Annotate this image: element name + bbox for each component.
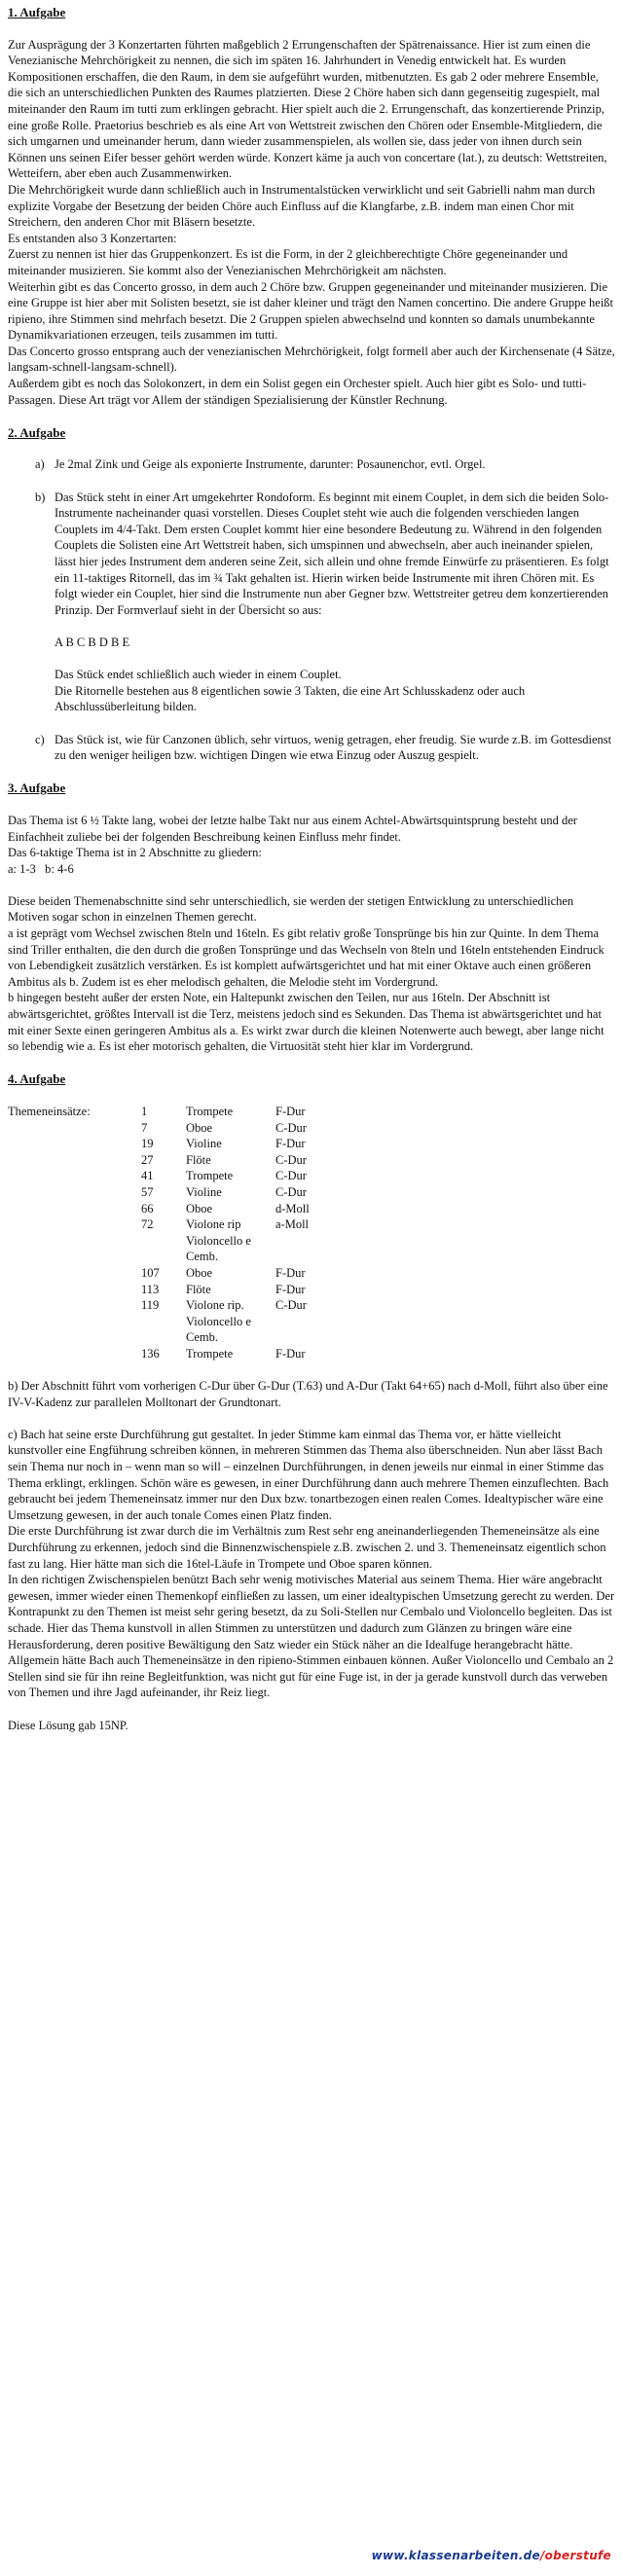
paragraph: Allgemein hätte Bach auch Themeneinsätze in den ripieno-Stimmen einbauen können. Außer Violoncello und Cembalo an 2 Stellen sind sie für ihn reine Begleitfunktion, was nicht gut für eine Fuge ist, in der ja gerade kunstvoll durch das verweben von Themen und ihre Jagd aufeinander, ihr Reiz liegt. bbox=[8, 1653, 614, 1700]
table-cell-empty bbox=[8, 1152, 141, 1169]
table-row bbox=[8, 1346, 344, 1362]
table-cell-empty bbox=[8, 1216, 141, 1265]
list-item-a bbox=[8, 456, 615, 473]
cell-key: a-Moll bbox=[275, 1217, 310, 1232]
cell-key: C-Dur bbox=[275, 1152, 307, 1167]
cell-instrument: Violone rip Violoncello e Cemb. bbox=[186, 1217, 251, 1264]
paragraph: Das Thema ist 6 ½ Takte lang, wobei der letzte halbe Takt nur aus einem Achtel-Abwärtsquintsprung besteht und der Einfachheit zuliebe bei der folgenden Beschreibung keinen Einfluss mehr findet. bbox=[8, 813, 577, 844]
cell-takt: 57 bbox=[141, 1184, 154, 1199]
cell-instrument: Violine bbox=[186, 1184, 222, 1199]
list-marker: b) bbox=[35, 490, 46, 504]
cell-takt: 19 bbox=[141, 1137, 154, 1151]
cell-instrument: Violone rip. Violoncello e Cemb. bbox=[186, 1298, 251, 1345]
table-cell-empty bbox=[8, 1168, 141, 1184]
section-heading-1: 1. Aufgabe bbox=[8, 5, 66, 19]
list-marker: c) bbox=[35, 732, 45, 746]
cell-takt: 7 bbox=[141, 1120, 148, 1135]
section-heading-3: 3. Aufgabe bbox=[8, 780, 66, 796]
paragraph: Die Mehrchörigkeit wurde dann schließlich auch in Instrumentalstücken verwirklicht und seit Gabrielli nahm man durch explizite Vorgabe der Besetzung der beiden Chöre auch Einfluss auf die Klangfarbe, z.B. indem man einen Chor mit Streichern, den anderen Chor mit Bläsern besetzte. bbox=[8, 182, 596, 230]
brand-accent-text: /oberstufe bbox=[539, 2549, 611, 2562]
paragraph: b hingegen besteht außer der ersten Note, ein Haltepunkt zwischen den Teilen, nur aus 16teln. Der Abschnitt ist abwärtsgerichtet, größtes Intervall ist die Terz, meistens jedoch sind es Sekunden. Das Thema ist abwärtsgerichtet und hat mit einer Sexte einen geringeren Ambitus als a. Es wirkt zwar durch die kleinen Notenwerte auch bewegt, aber lange nicht so lebendig wie a. Es ist eher motorisch gehalten, die Virtuosität steht hier klar im Vordergrund. bbox=[8, 991, 605, 1054]
cell-instrument: Flöte bbox=[186, 1282, 211, 1296]
table-row bbox=[8, 1120, 344, 1137]
table-row bbox=[8, 1168, 344, 1184]
paragraph: Diese beiden Themenabschnitte sind sehr unterschiedlich, sie werden der stetigen Entwicklung zu unterschiedlichen Motiven sogar schon in einzelnen Themen gerecht. bbox=[8, 893, 574, 925]
paragraph: Weiterhin gibt es das Concerto grosso, in dem auch 2 Chöre bzw. Gruppen gegeneinander und miteinander musizieren. Die eine Gruppe ist hier aber mit Solisten besetzt, sie ist daher kleiner und trägt den Namen concertino. Die andere Gruppe heißt ripieno, ihre Stimmen sind mehrfach besetzt. Die 2 Gruppen spielen abwechselnd und konnten so damals unumbekannte Dynamikvariationen erzeugen, teils zusammen im tutti. bbox=[8, 279, 614, 343]
cell-key: F-Dur bbox=[275, 1346, 306, 1361]
table-row bbox=[8, 1297, 344, 1346]
cell-instrument: Oboe bbox=[186, 1201, 213, 1215]
list-marker: a) bbox=[35, 457, 45, 472]
paragraph: c) Bach hat seine erste Durchführung gut gestaltet. In jeder Stimme kam einmal das Thema vor, er hätte vielleicht kunstvoller eine Engführung schreiben können, in mehreren Stimmen das Thema also überschneiden. Nun aber lässt Bach sein Thema nur noch in – wenn man so will – einzelnen Durchführungen, in denen jeweils nur einmal in einer Stimme das Thema erklingt, erklingen. Schön wäre es gewesen, in einer Durchführung dann auch mehrere Themen einzuflechten. Bach gebraucht bei jedem Themeneinsatz immer nur den Dux bzw. tonartbezogen einen realen Comes. Idealtypischer wäre eine Umsetzung gewesen, in der auch tonale Comes einen Platz finden. bbox=[8, 1427, 609, 1522]
table-cell-empty bbox=[8, 1136, 141, 1152]
cell-key: F-Dur bbox=[275, 1105, 306, 1118]
cell-key: F-Dur bbox=[275, 1137, 306, 1151]
paragraph: Außerdem gibt es noch das Solokonzert, in dem ein Solist gegen ein Orchester spielt. Auch hier gibt es Solo- und tutti-Passagen. Diese Art trägt vor Allem der ständigen Spezialisierung der Künstler Rechnung. bbox=[8, 377, 587, 407]
list-item-c bbox=[8, 732, 615, 764]
cell-takt: 119 bbox=[141, 1298, 160, 1313]
brand-text: www.klassenarbeiten.de bbox=[371, 2549, 540, 2562]
list-item-text: Je 2mal Zink und Geige als exponierte Instrumente, darunter: Posaunenchor, evtl. Orgel. bbox=[55, 457, 486, 472]
list-item-text: Das Stück ist, wie für Canzonen üblich, sehr virtuos, wenig getragen, eher freudig. Sie wurde z.B. im Gottesdienst zu den weniger heiligen bzw. wichtigen Dingen wie etwa Einzug oder Auszug gespielt. bbox=[55, 732, 612, 763]
section-heading-2: 2. Aufgabe bbox=[8, 424, 66, 440]
table-row bbox=[8, 1282, 344, 1298]
cell-takt: 41 bbox=[141, 1169, 154, 1183]
cell-takt: 72 bbox=[141, 1217, 154, 1232]
table-row bbox=[8, 1184, 344, 1201]
cell-key: F-Dur bbox=[275, 1265, 306, 1280]
cell-key: F-Dur bbox=[275, 1282, 306, 1296]
table-cell-empty bbox=[8, 1265, 141, 1282]
cell-key: C-Dur bbox=[275, 1120, 307, 1135]
table-row bbox=[8, 1265, 344, 1282]
cell-takt: 113 bbox=[141, 1282, 160, 1296]
cell-key: d-Moll bbox=[275, 1201, 310, 1215]
section-heading-4: 4. Aufgabe bbox=[8, 1071, 66, 1087]
document-page bbox=[8, 4, 615, 1733]
cell-takt: 27 bbox=[141, 1152, 154, 1167]
paragraph: Das 6-taktige Thema ist in 2 Abschnitte zu gliedern: bbox=[8, 846, 262, 860]
theme-entries-label: Themeneinsätze: bbox=[8, 1105, 91, 1118]
table-row bbox=[8, 1152, 344, 1169]
cell-instrument: Oboe bbox=[186, 1265, 213, 1280]
cell-takt: 136 bbox=[141, 1346, 160, 1361]
site-logo[interactable] bbox=[372, 2549, 611, 2562]
table-cell-empty bbox=[8, 1120, 141, 1137]
table-row bbox=[8, 1104, 344, 1120]
cell-key: C-Dur bbox=[275, 1298, 307, 1313]
cell-key: C-Dur bbox=[275, 1184, 307, 1199]
cell-instrument: Oboe bbox=[186, 1120, 213, 1135]
table-row bbox=[8, 1201, 344, 1217]
cell-instrument: Trompete bbox=[186, 1105, 234, 1118]
cell-takt: 66 bbox=[141, 1201, 154, 1215]
paragraph: Es entstanden also 3 Konzertarten: bbox=[8, 231, 177, 245]
cell-instrument: Trompete bbox=[186, 1169, 234, 1183]
cell-instrument: Trompete bbox=[186, 1346, 234, 1361]
list-item-b bbox=[8, 490, 615, 715]
list-item-text: Das Stück steht in einer Art umgekehrter Rondoform. Es beginnt mit einem Couplet, in dem sich die beiden Solo-Instrumente nacheinander quasi vorstellen. Dieses Couplet steht wie auch die folgenden verschieden langen Couplets im 4/4-Takt. Dem ersten Couplet kommt hier eine besondere Bedeutung zu. Während in den folgenden Couplets die Solisten eine Art Wettstreit haben, sich umspinnen und abwechseln, aber auch ineinander spielen, lässt hier jedes Instrument dem anderen seine Zeit, sich allein und ohne fremde Einwürfe zu präsentieren. Es folgt ein 11-taktiges Ritornell, das im ¾ Takt gehalten ist. Hierin wirken beide Instrumente mit ihren Chören mit. Es folgt wieder ein Couplet, hier sind die Instrumente nun aber Gegner bzw. Wettstreiter getreu dem konzertierenden Prinzip. Der Formverlauf sieht in der Übersicht so aus: bbox=[55, 490, 609, 617]
paragraph: Zur Ausprägung der 3 Konzertarten führten maßgeblich 2 Errungenschaften der Spätrenaissance. Hier ist zum einen die Venezianische Mehrchörigkeit zu nennen, die sich im späten 16. Jahrhundert in Venedig entwickelt hat. Es wurden Kompositionen erschaffen, die den Raum, in dem sie aufgeführt wurden, mitbenutzten. Es gab 2 oder mehrere Ensemble, die sich an unterschiedlichen Punkten des Raumes platzierten. Diese 2 Chöre haben sich dann gegenseitig zugespielt, mal miteinander den Raum im tutti zum erklingen gebracht. Hier spielt auch die 2. Errungenschaft, das konzertierende Prinzip, eine große Rolle. Praetorius beschrieb es als eine Art von Wettstreit zwischen den Chören oder Ensemble-Mitgliedern, die sich umgarnen und umeinander herum, dann wieder zusammenspielen, als wollen sie, dass jeder von ihnen durch sein Können uns seinen Eifer besser gehört werden würde. Konzert käme ja auch von concertare (lat.), zu deutsch: Wettstreiten, Wetteifern, aber eben auch Zusammenwirken. bbox=[8, 37, 607, 181]
theme-entries-table bbox=[8, 1104, 344, 1362]
table-cell-empty bbox=[8, 1184, 141, 1201]
table-cell-empty bbox=[8, 1201, 141, 1217]
paragraph: Das Concerto grosso entsprang auch der venezianischen Mehrchörigkeit, folgt formell aber auch der Kirchensenate (4 Sätze, langsam-schnell-langsam-schnell). bbox=[8, 344, 615, 375]
cell-takt: 107 bbox=[141, 1265, 160, 1280]
cell-key: C-Dur bbox=[275, 1169, 307, 1183]
table-cell-empty bbox=[8, 1346, 141, 1362]
closing-note: Diese Lösung gab 15NP. bbox=[8, 1718, 128, 1732]
paragraph: Zuerst zu nennen ist hier das Gruppenkonzert. Es ist die Form, in der 2 gleichberechtigte Chöre gegeneinander und miteinander musizieren. Sie kommt also der Venezianischen Mehrchörigkeit am nächsten. bbox=[8, 247, 568, 277]
table-cell-empty bbox=[8, 1297, 141, 1346]
paragraph: Die erste Durchführung ist zwar durch die im Verhältnis zum Rest sehr eng aneinanderliegenden Themeneinsätze als eine Durchführung zu erkennen, jedoch sind die Binnenzwischenspiele z.B. zwischen 2. und 3. Themeneinsatz eigentlich schon fast zu lang. Hier hätte man sich die 16tel-Läufe in Trompete und Oboe sparen können. bbox=[8, 1524, 606, 1571]
paragraph: a: 1-3 b: 4-6 bbox=[8, 861, 74, 876]
paragraph: In den richtigen Zwischenspielen benützt Bach sehr wenig motivisches Material aus seinem Thema. Hier wäre angebracht gewesen, immer wieder einen Themenkopf einfließen zu lassen, um einer idealtypischen Umsetzung gerecht zu werden. Der Kontrapunkt zu den Themen ist meist sehr gering besetzt, da zu Soli-Stellen nur Cembalo und Violoncello begleiten. Das ist schade. Hier das Thema kunstvoll in allen Stimmen zu unterstützen und dadurch zum Glänzen zu bringen wäre eine Herausforderung, deren positive Bewältigung den Satz wieder ein Stück näher an die Idealfuge herangebracht hätte. bbox=[8, 1573, 615, 1651]
list-item-text: Die Ritornelle bestehen aus 8 eigentlichen sowie 3 Takten, die eine Art Schlusskadenz oder auch Abschlussüberleitung bilden. bbox=[55, 683, 526, 714]
list-item-text: Das Stück endet schließlich auch wieder in einem Couplet. bbox=[55, 668, 342, 682]
answer-list bbox=[8, 456, 615, 763]
table-cell-empty bbox=[8, 1282, 141, 1298]
table-row bbox=[8, 1216, 344, 1265]
cell-takt: 1 bbox=[141, 1105, 148, 1118]
cell-instrument: Flöte bbox=[186, 1152, 211, 1167]
paragraph: a ist geprägt vom Wechsel zwischen 8teln und 16teln. Es gibt relativ große Tonsprünge bis hin zur Quinte. In dem Thema sind Triller enthalten, die den durch die großen Tonsprünge und das Wechseln von 8teln und 16teln entstehenden Eindruck von Lebendigkeit zusätzlich verstärken. Es ist komplett aufwärtsgerichtet und hat mit einer Oktave auch einen größeren Ambitus als b. Zudem ist es eher melodisch gehalten, die Melodie steht im Vordergrund. bbox=[8, 926, 605, 989]
cell-instrument: Violine bbox=[186, 1137, 222, 1151]
form-scheme: A B C B D B E bbox=[55, 635, 130, 649]
table-row bbox=[8, 1136, 344, 1152]
paragraph: b) Der Abschnitt führt vom vorherigen C-Dur über G-Dur (T.63) und A-Dur (Takt 64+65) nach d-Moll, führt also über eine IV-V-Kadenz zur parallelen Molltonart der Grundtonart. bbox=[8, 1379, 608, 1409]
